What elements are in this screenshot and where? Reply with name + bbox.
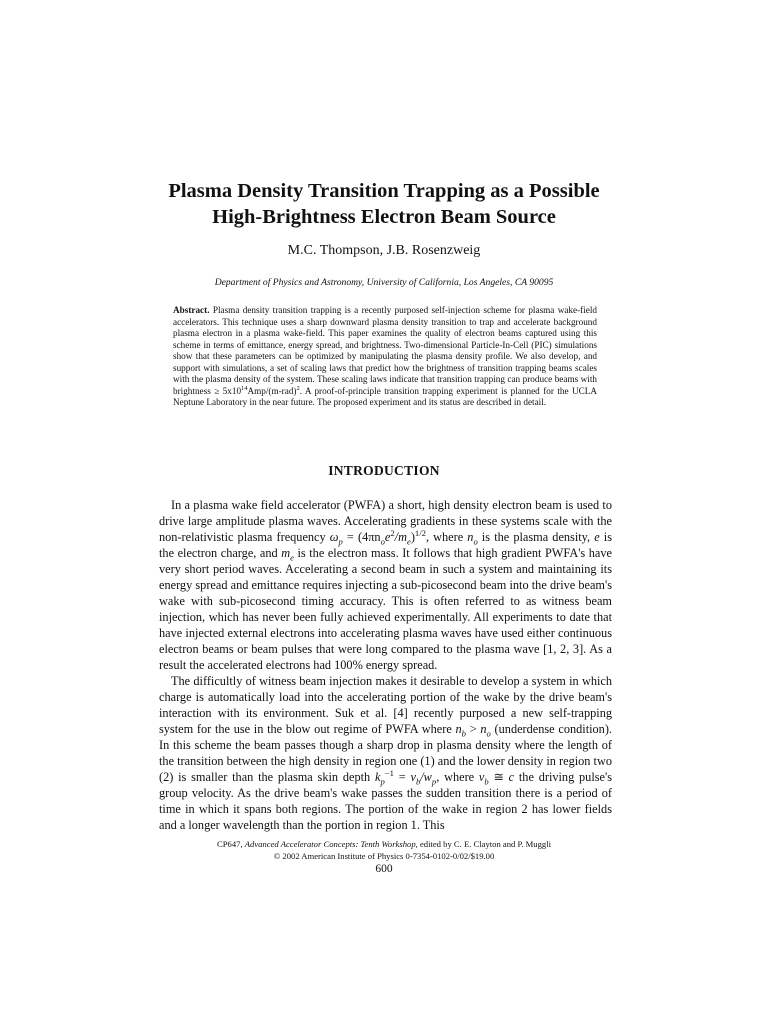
page-number: 600 bbox=[375, 863, 393, 875]
paper-title bbox=[0, 178, 768, 230]
title-line-1: Plasma Density Transition Trapping as a Possible bbox=[168, 180, 600, 202]
body-text bbox=[159, 497, 612, 833]
proceedings-line: CP647, Advanced Accelerator Concepts: Tenth Workshop, edited by C. E. Clayton and P. Muggli bbox=[217, 839, 551, 849]
abstract-text: Plasma density transition trapping is a recently purposed self-injection scheme for plasma wake-field accelerators. This technique uses a sharp downward plasma density transition to trap and accelerate background plasma electron in a plasma wake-field. This paper examines the quality of electron beams captured using this scheme in terms of emittance, energy spread, and brightness. Two-dimensional Particle-In-Cell (PIC) simulations show that these parameters can be optimized by manipulating the plasma density profile. We also develop, and support with simulations, a set of scaling laws that predict how the brightness of transition trapping beams scales with the plasma density of the system. These scaling laws indicate that transition trapping can produce beams with brightness ≥ 5x10 bbox=[173, 305, 597, 396]
copyright-line: © 2002 American Institute of Physics 0-7354-0102-0/02/$19.00 bbox=[273, 850, 495, 861]
abstract: Abstract. Plasma density transition trapping is a recently purposed self-injection scheme for plasma wake-field accelerators. This technique uses a sharp downward plasma density transition to trap and accelerate background plasma electron in a plasma wake-field. This paper examines the quality of electron beams captured using this scheme in terms of emittance, energy spread, and brightness. Two-dimensional Particle-In-Cell (PIC) simulations show that these parameters can be optimized by manipulating the plasma density profile. We also develop, and support with simulations, a set of scaling laws that predict how the brightness of transition trapping beams scales with the plasma density of the system. These scaling laws indicate that transition trapping can produce beams with brightness ≥ $5x10^{14}Amp/(m-rad)^2$. A proof-of-principle transition trapping experiment is planned for the UCLA Neptune Laboratory in the near future. The proposed experiment and its status are described in detail. bbox=[173, 305, 597, 407]
affiliation: Department of Physics and Astronomy, University of California, Los Angeles, CA 90095 bbox=[214, 277, 554, 288]
paragraph-1: In a plasma wake field accelerator (PWFA) a short, high density electron beam is used to drive large amplitude plasma waves. Accelerating gradients in these systems scale with the non-relativistic plasma frequency $\omega_p = (4\pi n_oe^2/m_e)^{1/2}$, where $n_o$ is the plasma density, e is the electron charge, and $m_e$ is the electron mass. It follows that high gradient PWFA's have very short period waves. Accelerating a second beam in such a system and maintaining its energy spread and emittance requires injecting a sub-picosecond beam into the drive beam's wake with sub-picosecond timing accuracy. This is often referred to as witness beam injection, which has never been fully achieved experimentally. All experiments to date that have injected external electrons into accelerating plasma waves have used either continuous electron beams or beam pulses that were long compared to the plasma wave [1, 2, 3]. As a result the accelerated electrons had 100% energy spread. bbox=[159, 498, 613, 672]
abstract-label: Abstract. bbox=[173, 305, 210, 315]
title-line-2: High-Brightness Electron Beam Source bbox=[212, 206, 556, 228]
author-list: M.C. Thompson, J.B. Rosenzweig bbox=[287, 243, 481, 258]
paragraph-2: The difficultly of witness beam injection makes it desirable to develop a system in which charge is automatically load into the accelerating portion of the wake by the drive beam's interaction with its environment. Suk et al. [4] recently purposed a new self-trapping system for the use in the blow out regime of PWFA where $n_b > n_o$ (underdense condition). In this scheme the beam passes though a sharp drop in plasma density where the length of the transition between the high density in region one (1) and the lower density in region two (2) is smaller than the plasma skin depth $k_p^{-1} = v_b/w_p$, where $v_b$ ≅ c the driving pulse's group velocity. As the drive beam's wake passes the sudden transition there is a period of time in which it spans both regions. The portion of the wake in region 2 has lower fields and a longer wavelength than the portion in region 1. This bbox=[159, 674, 612, 832]
section-heading: INTRODUCTION bbox=[328, 463, 440, 478]
footer-citation bbox=[0, 839, 768, 862]
